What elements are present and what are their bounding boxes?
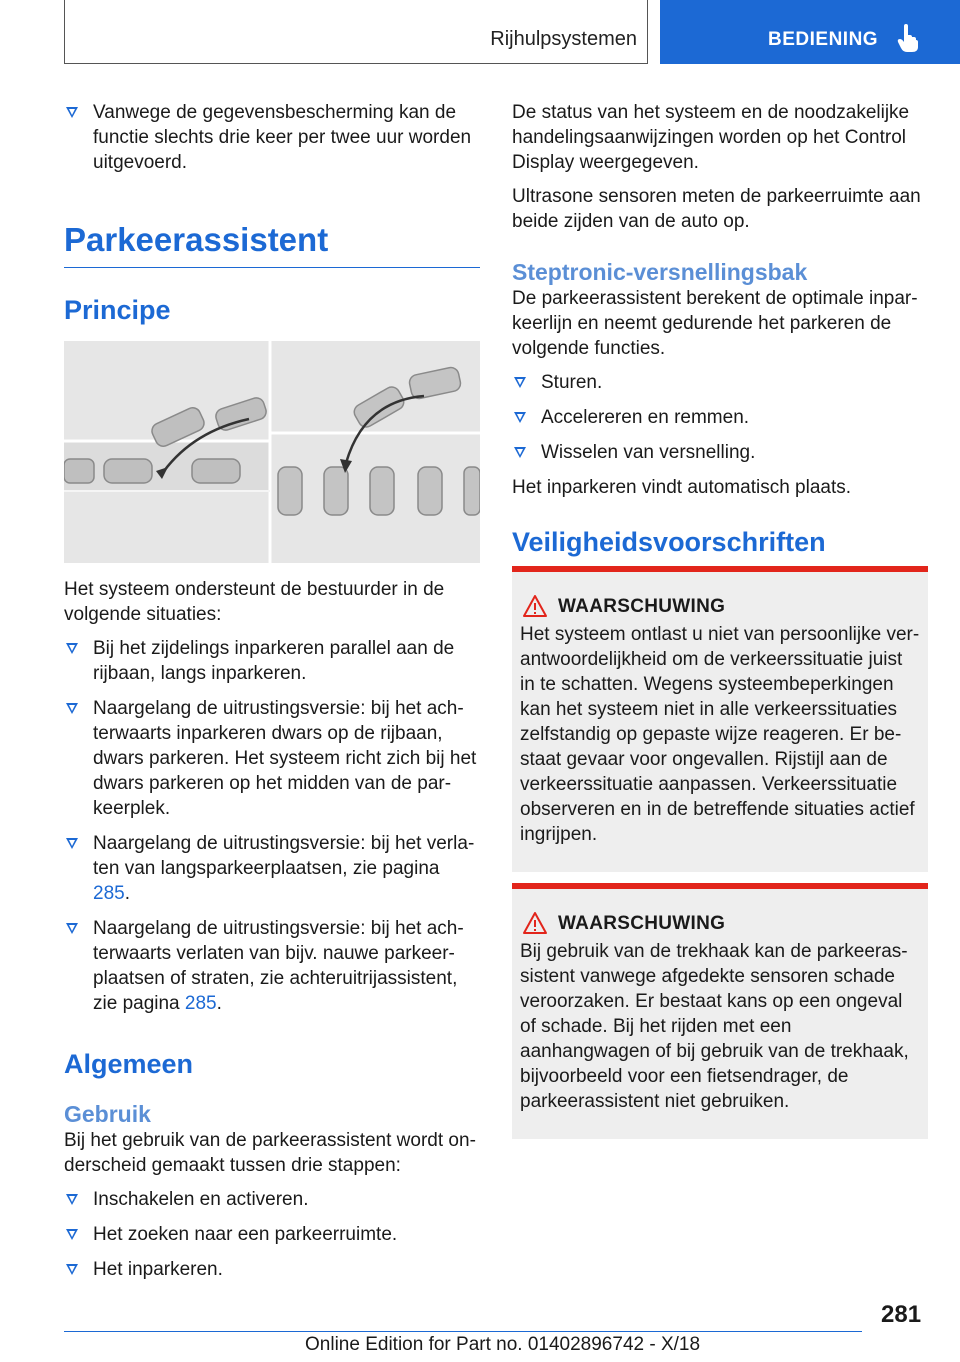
header-chapter-box: [660, 0, 960, 64]
bullet-text: Vanwege de gegevensbescherming kan de functie slechts drie keer per twee uur worden uitgevoerd.: [93, 102, 472, 173]
list-item: [512, 370, 928, 395]
list-item: [64, 1257, 480, 1282]
list-item: [64, 636, 480, 686]
header-section-title: Rijhulpsystemen: [490, 28, 637, 50]
list-item: [64, 1187, 480, 1212]
header-section-box: [64, 0, 648, 64]
warning-box: [512, 883, 928, 1139]
right-column: [512, 100, 928, 558]
bullet-text: Accelereren en remmen.: [541, 407, 750, 428]
gebruik-text: Bij het gebruik van de parkeerassistent wordt onderscheid gemaakt tussen drie stappen:: [64, 1130, 476, 1176]
bullet-text: Het inparkeren.: [93, 1259, 223, 1280]
list-item: [64, 1222, 480, 1247]
section-heading-algemeen: Algemeen: [64, 1049, 194, 1079]
bullet-text: Naargelang de uitrustingsversie: bij het verlaten van langsparkeerplaatsen, zie pagina: [93, 833, 475, 879]
footer-divider: [64, 1331, 862, 1332]
bullet-text: Naargelang de uitrustingsversie: bij het achterwaarts verlaten van bijv. nauwe parkeerplaatsen of straten, zie achteruitrijassistent, zie pagina: [93, 918, 464, 1014]
list-item: Naargelang de uitrustingsversie: bij het achterwaarts verlaten van bijv. nauwe parkeerplaatsen of straten, zie achteruitrijassistent, zie pagina 285.: [64, 916, 480, 1016]
bullet-text: Wisselen van versnelling.: [541, 442, 756, 463]
list-item: [64, 696, 480, 821]
bullet-text: Bij het zijdelings inparkeren parallel aan de rijbaan, langs inparkeren.: [93, 638, 455, 684]
warning-triangle-icon: [522, 594, 548, 618]
pointing-hand-icon: [897, 24, 919, 52]
bullet-text: Sturen.: [541, 372, 603, 393]
triangle-bullet-icon: [66, 703, 78, 714]
bullet-text: Naargelang de uitrustingsversie: bij het achterwaarts inparkeren dwars op de rijbaan, dwars parkeren. Het systeem richt zich bij het dwars parkeren op het midden van de parkeerplek.: [93, 698, 477, 819]
page-title: Parkeerassistent: [64, 221, 480, 268]
triangle-bullet-icon: [66, 643, 78, 654]
header-chapter-title: BEDIENING: [768, 29, 879, 50]
subheading-gebruik: Gebruik: [64, 1101, 151, 1127]
list-item: [64, 100, 480, 175]
triangle-bullet-icon: [66, 107, 78, 118]
triangle-bullet-icon: [66, 838, 78, 849]
page-number: 281: [881, 1301, 922, 1328]
steptronic-text: De parkeerassistent berekent de optimale inparkeerlijn en neemt gedurende het parkeren de volgende functies.: [512, 288, 918, 359]
section-heading-safety: Veiligheidsvoorschriften: [512, 527, 826, 557]
section-heading-principe: Principe: [64, 295, 171, 325]
auto-parking-text: Het inparkeren vindt automatisch plaats.: [512, 477, 852, 498]
list-item: Naargelang de uitrustingsversie: bij het verlaten van langsparkeerplaatsen, zie pagina 285.: [64, 831, 480, 906]
triangle-bullet-icon: [66, 1264, 78, 1275]
triangle-bullet-icon: [66, 923, 78, 934]
status-text: De status van het systeem en de noodzakelijke handelingsaanwijzingen worden op het Control Display weergegeven.: [512, 102, 910, 173]
list-item: [512, 405, 928, 430]
list-item: [512, 440, 928, 465]
warning-triangle-icon: [522, 911, 548, 935]
sensor-text: Ultrasone sensoren meten de parkeerruimte aan beide zijden van de auto op.: [512, 186, 921, 232]
principe-text: Het systeem ondersteunt de bestuurder in de volgende situaties:: [64, 579, 445, 625]
warning-title: WAARSCHUWING: [558, 596, 726, 617]
triangle-bullet-icon: [514, 377, 526, 388]
warning-text: Het systeem ontlast u niet van persoonlijke verantwoordelijkheid om de verkeerssituatie juist in te schatten. Wegens systeembeperkingen kan het systeem niet in alle verkeerssituaties zelfstandig op gepaste wijze reageren. Er bestaat gevaar voor ongevallen. Rijstijl aan de verkeerssituatie aanpassen. Verkeerssituatie observeren en in de betreffende situaties actief ingrijpen.: [520, 624, 920, 845]
triangle-bullet-icon: [66, 1194, 78, 1205]
triangle-bullet-icon: [514, 447, 526, 458]
page-link[interactable]: 285: [93, 883, 125, 904]
page-link[interactable]: 285: [184, 993, 217, 1014]
left-column: [64, 100, 480, 1292]
warning-text: Bij gebruik van de trekhaak kan de parkeerassistent vanwege afgedekte sensoren schade veroorzaken. Er bestaat kans op een ongeval of schade. Bij het rijden met een aanhangwagen of bij gebruik van de trekhaak, bijvoorbeeld voor een fietsendrager, de parkeerassistent niet gebruiken.: [520, 941, 909, 1112]
parking-diagram: [64, 341, 480, 563]
triangle-bullet-icon: [514, 412, 526, 423]
triangle-bullet-icon: [66, 1229, 78, 1240]
warning-title: WAARSCHUWING: [558, 913, 726, 934]
bullet-text: Inschakelen en activeren.: [93, 1189, 309, 1210]
bullet-text: Het zoeken naar een parkeerruimte.: [93, 1224, 398, 1245]
warning-box: [512, 566, 928, 872]
subheading-steptronic: Steptronic-versnellingsbak: [512, 259, 808, 285]
parking-illustration: [64, 341, 480, 563]
footer-edition: Online Edition for Part no. 01402896742 - X/18: [305, 1334, 701, 1355]
